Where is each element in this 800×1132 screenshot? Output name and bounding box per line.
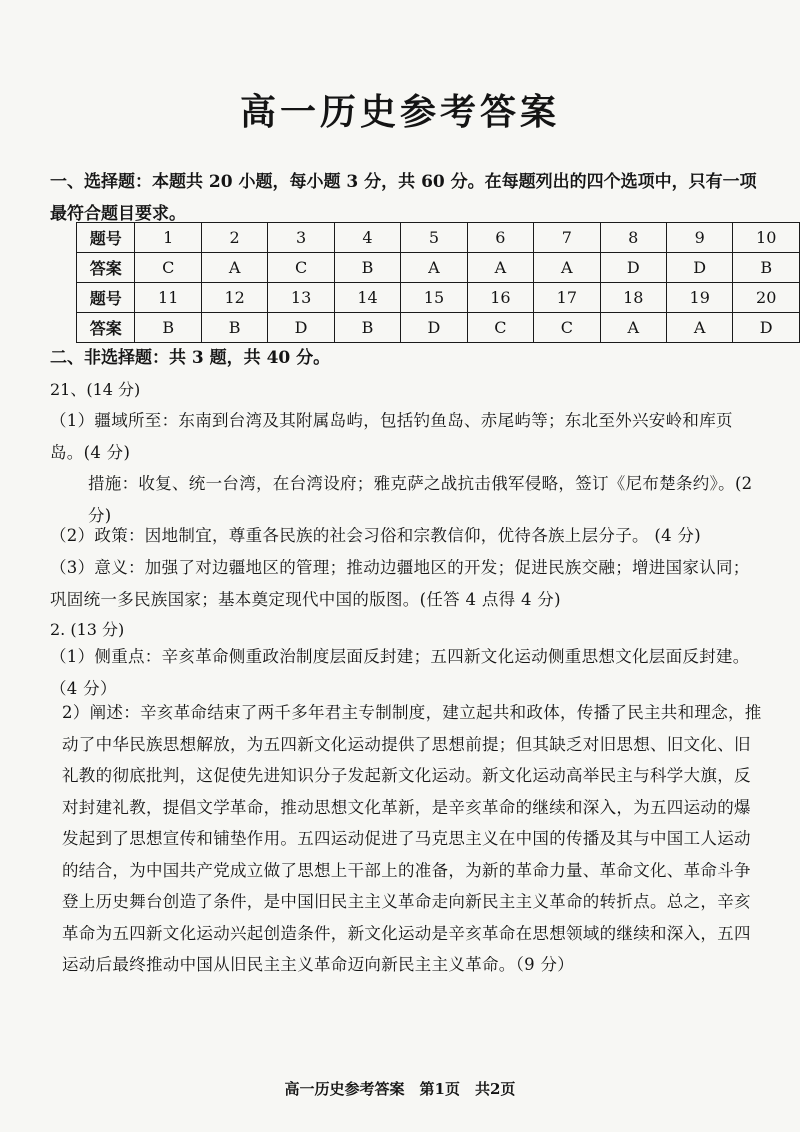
answer-table-cell: A [534,253,600,283]
answer-table-row-header: 题号 [77,283,135,313]
answer-table-cell: 18 [600,283,666,313]
answer-table-cell: 14 [334,283,400,313]
section-2-heading: 二、非选择题：共 3 题，共 40 分。 [50,348,331,368]
answer-table-cell: 1 [135,223,201,253]
q22-heading: 2. (13 分) [50,620,125,639]
q21-part3: （3）意义：加强了对边疆地区的管理；推动边疆地区的开发；促进民族交融；增进国家认同；巩固统一多民族国家；基本奠定现代中国的版图。(任答 4 点得 4 分) [50,558,750,609]
answer-table-cell: A [666,313,732,343]
q22-part1: （1）侧重点：辛亥革命侧重政治制度层面反封建；五四新文化运动侧重思想文化层面反封建。（4 分） [50,647,750,698]
answer-table-cell: 3 [268,223,334,253]
answer-table-cell: A [600,313,666,343]
answer-table-cell: 15 [401,283,467,313]
answer-table-cell: 13 [268,283,334,313]
answer-table-cell: D [733,313,800,343]
q21-heading: 21、(14 分) [50,380,141,399]
answer-table-row [77,313,800,343]
answer-table-cell: 20 [733,283,800,313]
section-1-instructions: 一、选择题：本题共 20 小题，每小题 3 分，共 60 分。在每题列出的四个选项中，只有一项最符合题目要求。 [50,172,757,224]
answer-table-cell: B [201,313,267,343]
answer-table-row-header: 答案 [77,313,135,343]
answer-table-cell: 8 [600,223,666,253]
answer-table-cell: 10 [733,223,800,253]
answer-table-row-header: 答案 [77,253,135,283]
answer-table-cell: D [666,253,732,283]
answer-table-cell: A [201,253,267,283]
page-footer: 高一历史参考答案 第1页 共2页 [284,1080,516,1098]
answer-table-cell: C [534,313,600,343]
answer-table-cell: A [401,253,467,283]
answer-table-cell: B [135,313,201,343]
answer-table-cell: B [733,253,800,283]
answer-table-row-header: 题号 [77,223,135,253]
answer-table-cell: 6 [467,223,533,253]
answer-table-cell: 19 [666,283,732,313]
q21-part1 [50,405,762,468]
answer-table-cell: 17 [534,283,600,313]
answer-table-cell: 9 [666,223,732,253]
answer-table-row [77,253,800,283]
answer-table-cell: 16 [467,283,533,313]
answer-table-row [77,223,800,253]
q21-part1-text: （1）疆域所至：东南到台湾及其附属岛屿，包括钓鱼岛、赤尾屿等；东北至外兴安岭和库页岛。(4 分) [50,411,733,462]
answer-table-cell: D [401,313,467,343]
answer-table-cell: D [600,253,666,283]
answer-table [76,222,800,343]
answer-table-cell: 12 [201,283,267,313]
answer-table-cell: D [268,313,334,343]
q22-part2: 2）阐述：辛亥革命结束了两千多年君主专制制度，建立起共和政体，传播了民主共和理念，推动了中华民族思想解放，为五四新文化运动提供了思想前提；但其缺乏对旧思想、旧文化、旧礼教的彻底批判，这促使先进知识分子发起新文化运动。新文化运动高举民主与科学大旗，反对封建礼教，提倡文学革命，推动思想文化革新，是辛亥革命的继续和深入，为五四运动的爆发起到了思想宣传和铺垫作用。五四运动促进了马克思主义在中国的传播及其与中国工人运动的结合，为中国共产党成立做了思想上干部上的准备，为新的革命力量、革命文化、革命斗争登上历史舞台创造了条件，是中国旧民主主义革命走向新民主主义革命的转折点。总之，辛亥革命为五四新文化运动兴起创造条件，新文化运动是辛亥革命在思想领域的继续和深入，五四运动后最终推动中国从旧民主主义革命迈向新民主主义革命。（9 分） [62,703,762,974]
q21-part2: （2）政策：因地制宜，尊重各民族的社会习俗和宗教信仰，优待各族上层分子。 (4 分) [50,526,701,545]
answer-table-cell: 11 [135,283,201,313]
answer-table-row [77,283,800,313]
answer-table-cell: B [334,313,400,343]
answer-table-cell: C [467,313,533,343]
answer-table-cell: 7 [534,223,600,253]
answer-table-cell: A [467,253,533,283]
answer-table-cell: 2 [201,223,267,253]
answer-table-cell: C [268,253,334,283]
answer-table-cell: 5 [401,223,467,253]
answer-table-cell: C [135,253,201,283]
answer-table-cell: 4 [334,223,400,253]
q21-part1-measures: 措施：收复、统一台湾，在台湾设府；雅克萨之战抗击俄军侵略，签订《尼布楚条约》。(2 分) [88,474,753,525]
answer-table-cell: B [334,253,400,283]
page-title: 高一历史参考答案 [239,91,560,133]
